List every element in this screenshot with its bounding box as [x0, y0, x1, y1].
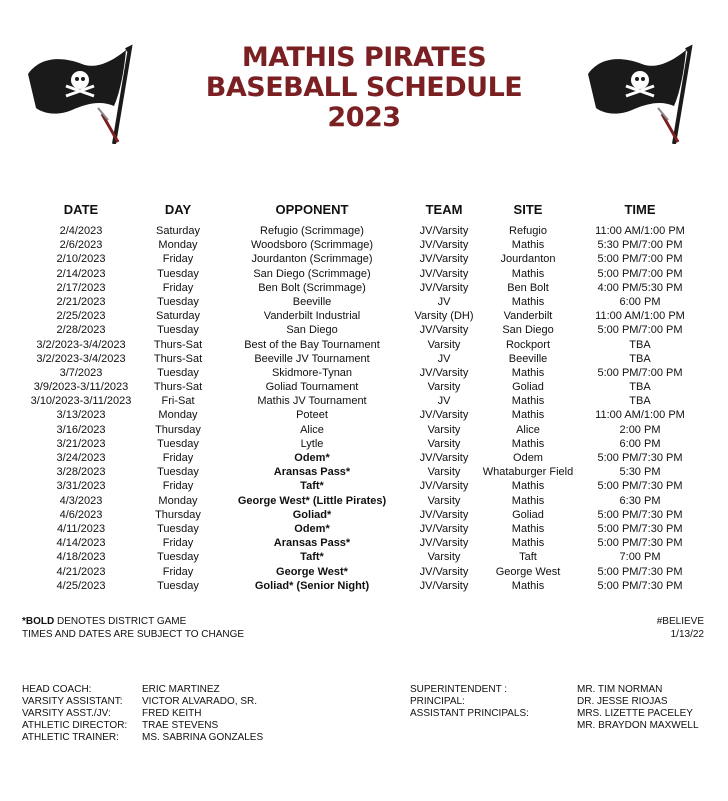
cell-opponent: Woodsboro (Scrimmage) — [250, 239, 374, 252]
cell-team: Varsity — [427, 437, 461, 450]
cell-date: 3/2/2023-3/4/2023 — [36, 338, 126, 351]
table-row — [0, 522, 728, 536]
cell-time: 5:00 PM/7:30 PM — [597, 565, 683, 578]
cell-team: JV/Varsity — [419, 366, 469, 379]
staff-name: TRAE STEVENS — [142, 720, 219, 731]
cell-day: Saturday — [155, 310, 201, 323]
cell-opponent: George West* (Little Pirates) — [237, 494, 387, 507]
hashtag: #BELIEVE — [656, 616, 704, 627]
table-row — [0, 295, 728, 309]
staff-role: ASSISTANT PRINCIPALS: — [410, 708, 529, 719]
table-row — [0, 238, 728, 252]
table-row — [0, 224, 728, 238]
cell-date: 3/9/2023-3/11/2023 — [33, 381, 129, 394]
cell-day: Tuesday — [157, 579, 199, 592]
table-row — [0, 281, 728, 295]
staff-role: ATHLETIC DIRECTOR: — [22, 720, 128, 731]
staff-name: MR. BRAYDON MAXWELL — [577, 720, 699, 731]
cell-time: TBA — [629, 395, 651, 408]
table-row — [0, 479, 728, 493]
cell-time: 6:00 PM — [619, 295, 661, 308]
cell-date: 3/31/2023 — [56, 480, 106, 493]
title-line-1: MATHIS PIRATES — [241, 42, 487, 73]
staff-role: VARSITY ASSISTANT: — [22, 696, 123, 707]
cell-opponent: Odem* — [294, 452, 330, 464]
table-row — [0, 465, 728, 479]
cell-time: 7:00 PM — [619, 551, 661, 564]
cell-day: Saturday — [155, 225, 201, 237]
cell-date: 3/24/2023 — [56, 452, 106, 464]
staff-role: SUPERINTENDENT : — [410, 684, 508, 695]
cell-date: 4/18/2023 — [56, 551, 106, 564]
staff-name: FRED KEITH — [142, 708, 202, 719]
cell-site: Mathis — [511, 366, 545, 379]
cell-date: 3/2/2023-3/4/2023 — [36, 352, 126, 365]
cell-team: JV/Varsity — [419, 281, 469, 294]
table-row — [0, 338, 728, 352]
cell-opponent: Refugio (Scrimmage) — [260, 225, 364, 237]
cell-date: 4/6/2023 — [59, 508, 103, 521]
staff-name: MS. SABRINA GONZALES — [142, 732, 264, 743]
cell-time: 6:00 PM — [619, 437, 661, 450]
change-note: TIMES AND DATES ARE SUBJECT TO CHANGE — [22, 629, 245, 640]
cell-day: Friday — [162, 480, 194, 493]
staff-role: HEAD COACH: — [22, 684, 92, 695]
schedule-header-row — [0, 202, 728, 218]
header-opponent: OPPONENT — [275, 202, 349, 217]
cell-day: Tuesday — [157, 551, 199, 564]
cell-day: Friday — [162, 253, 194, 266]
bold-label: *BOLD — [22, 616, 55, 627]
cell-day: Thurs-Sat — [153, 338, 203, 351]
cell-opponent: George West* — [276, 565, 348, 578]
cell-team: JV/Varsity — [419, 324, 469, 337]
staff-role: VARSITY ASST./JV: — [22, 708, 111, 719]
cell-time: 11:00 AM/1:00 PM — [595, 409, 685, 422]
cell-team: Varsity — [427, 494, 461, 507]
cell-team: JV/Varsity — [419, 225, 469, 237]
cell-team: Varsity — [427, 381, 461, 394]
cell-site: Taft — [519, 551, 537, 564]
staff-role: ATHLETIC TRAINER: — [22, 732, 119, 743]
table-row — [0, 267, 728, 281]
cell-day: Thurs-Sat — [153, 352, 203, 365]
staff-role: PRINCIPAL: — [410, 696, 465, 707]
cell-time: 5:00 PM/7:00 PM — [597, 253, 683, 266]
cell-day: Tuesday — [157, 466, 199, 479]
cell-team: Varsity — [427, 551, 461, 564]
table-row — [0, 323, 728, 337]
cell-opponent: Ben Bolt (Scrimmage) — [258, 281, 366, 294]
district-note-text: DENOTES DISTRICT GAME — [54, 616, 187, 627]
cell-site: Mathis — [511, 239, 545, 252]
cell-opponent: Goliad Tournament — [265, 381, 359, 394]
cell-opponent: Vanderbilt Industrial — [263, 310, 361, 323]
cell-time: 5:00 PM/7:30 PM — [597, 579, 683, 592]
cell-date: 2/21/2023 — [56, 295, 106, 308]
cell-time: 5:00 PM/7:00 PM — [597, 267, 683, 280]
cell-day: Friday — [162, 565, 194, 578]
header-time: TIME — [624, 202, 656, 217]
header-site: SITE — [513, 202, 543, 217]
cell-time: 4:00 PM/5:30 PM — [597, 281, 683, 294]
cell-opponent: Aransas Pass* — [273, 466, 351, 479]
cell-opponent: Taft* — [300, 551, 324, 564]
cell-time: 5:00 PM/7:30 PM — [597, 537, 683, 550]
cell-date: 4/21/2023 — [56, 565, 106, 578]
cell-opponent: Poteet — [296, 409, 328, 422]
table-row — [0, 579, 728, 593]
cell-site: Mathis — [511, 579, 545, 592]
cell-opponent: Skidmore-Tynan — [271, 366, 353, 379]
staff-name: MR. TIM NORMAN — [577, 684, 663, 695]
cell-team: JV — [437, 352, 451, 365]
table-row — [0, 380, 728, 394]
cell-site: Mathis — [511, 437, 545, 450]
cell-opponent: Taft* — [300, 480, 324, 493]
cell-team: JV/Varsity — [419, 452, 469, 464]
cell-time: 5:00 PM/7:30 PM — [597, 508, 683, 521]
cell-time: 5:30 PM — [619, 466, 661, 479]
cell-team: JV/Varsity — [419, 579, 469, 592]
cell-site: Jourdanton — [500, 253, 556, 266]
cell-date: 3/21/2023 — [56, 437, 106, 450]
cell-site: Odem — [513, 452, 543, 464]
cell-date: 3/10/2023-3/11/2023 — [30, 395, 132, 408]
table-row — [0, 423, 728, 437]
cell-day: Tuesday — [157, 295, 199, 308]
cell-team: JV/Varsity — [419, 480, 469, 493]
cell-site: Goliad — [512, 508, 544, 521]
cell-day: Thurs-Sat — [153, 381, 203, 394]
cell-opponent: Alice — [300, 423, 324, 436]
staff-name: VICTOR ALVARADO, SR. — [142, 696, 258, 707]
cell-opponent: Lytle — [300, 437, 324, 450]
cell-day: Friday — [162, 537, 194, 550]
table-row — [0, 309, 728, 323]
cell-opponent: San Diego — [286, 324, 338, 337]
cell-team: JV/Varsity — [419, 253, 469, 266]
table-row — [0, 508, 728, 522]
cell-opponent: Mathis JV Tournament — [257, 395, 367, 408]
cell-time: TBA — [629, 338, 651, 351]
cell-day: Thursday — [155, 423, 201, 436]
cell-day: Thursday — [155, 508, 201, 521]
table-row — [0, 550, 728, 564]
page-title — [0, 43, 728, 133]
cell-date: 4/11/2023 — [56, 522, 106, 535]
cell-time: 6:30 PM — [619, 494, 661, 507]
table-row — [0, 494, 728, 508]
table-row — [0, 536, 728, 550]
cell-day: Friday — [162, 281, 194, 294]
cell-date: 2/14/2023 — [56, 267, 106, 280]
cell-day: Fri-Sat — [161, 395, 195, 408]
header-date: DATE — [63, 202, 99, 217]
table-row — [0, 352, 728, 366]
schedule-table — [0, 224, 728, 593]
cell-date: 2/10/2023 — [56, 253, 106, 266]
cell-time: TBA — [629, 381, 651, 394]
cell-team: JV/Varsity — [419, 239, 469, 252]
table-row — [0, 408, 728, 422]
cell-date: 2/6/2023 — [59, 239, 103, 252]
cell-opponent: Goliad* — [292, 508, 332, 521]
cell-date: 2/17/2023 — [56, 281, 106, 294]
header-team: TEAM — [425, 202, 463, 217]
cell-opponent: Jourdanton (Scrimmage) — [251, 253, 373, 266]
cell-opponent: San Diego (Scrimmage) — [253, 267, 371, 280]
staff-name: DR. JESSE RIOJAS — [577, 696, 668, 707]
cell-team: JV/Varsity — [419, 267, 469, 280]
cell-opponent: Beeville JV Tournament — [254, 352, 370, 365]
cell-site: Ben Bolt — [507, 281, 549, 294]
cell-team: JV/Varsity — [419, 522, 469, 535]
cell-site: Mathis — [511, 395, 545, 408]
cell-time: 5:00 PM/7:30 PM — [597, 452, 683, 464]
cell-time: 5:00 PM/7:00 PM — [597, 366, 683, 379]
cell-day: Tuesday — [157, 324, 199, 337]
title-line-2: BASEBALL SCHEDULE — [205, 72, 523, 103]
cell-time: 5:00 PM/7:00 PM — [597, 324, 683, 337]
cell-opponent: Beeville — [292, 295, 332, 308]
cell-site: San Diego — [502, 324, 554, 337]
cell-team: Varsity — [427, 423, 461, 436]
table-row — [0, 565, 728, 579]
cell-day: Friday — [162, 452, 194, 464]
table-row — [0, 394, 728, 408]
staff-name: ERIC MARTINEZ — [142, 684, 220, 695]
cell-date: 3/13/2023 — [56, 409, 106, 422]
cell-team: JV/Varsity — [419, 537, 469, 550]
cell-site: George West — [495, 565, 561, 578]
cell-site: Rockport — [505, 338, 551, 351]
cell-team: Varsity — [427, 338, 461, 351]
cell-team: JV — [437, 395, 451, 408]
cell-site: Vanderbilt — [503, 310, 553, 323]
cell-site: Mathis — [511, 267, 545, 280]
cell-team: JV/Varsity — [419, 565, 469, 578]
cell-day: Monday — [158, 239, 198, 252]
cell-team: JV/Varsity — [419, 508, 469, 521]
cell-opponent: Aransas Pass* — [273, 537, 351, 550]
cell-time: 11:00 AM/1:00 PM — [595, 225, 685, 237]
cell-day: Monday — [158, 409, 198, 422]
cell-date: 4/25/2023 — [56, 579, 106, 592]
cell-opponent: Odem* — [294, 522, 330, 535]
cell-date: 2/4/2023 — [59, 225, 103, 237]
table-row — [0, 366, 728, 380]
cell-opponent: Goliad* (Senior Night) — [254, 579, 370, 592]
cell-date: 3/7/2023 — [59, 366, 103, 379]
table-row — [0, 437, 728, 451]
cell-site: Refugio — [509, 225, 547, 237]
district-note — [22, 615, 186, 628]
cell-site: Mathis — [511, 537, 545, 550]
cell-time: 5:00 PM/7:30 PM — [597, 522, 683, 535]
cell-site: Goliad — [512, 381, 544, 394]
cell-team: JV — [437, 295, 451, 308]
cell-site: Whataburger Field — [482, 466, 574, 479]
cell-team: Varsity — [427, 466, 461, 479]
revision-date: 1/13/22 — [670, 629, 704, 640]
cell-date: 4/14/2023 — [56, 537, 106, 550]
cell-team: JV/Varsity — [419, 409, 469, 422]
table-row — [0, 252, 728, 266]
cell-day: Monday — [158, 494, 198, 507]
staff-name: MRS. LIZETTE PACELEY — [577, 708, 693, 719]
cell-site: Mathis — [511, 409, 545, 422]
cell-date: 2/28/2023 — [56, 324, 106, 337]
cell-site: Mathis — [511, 494, 545, 507]
cell-date: 2/25/2023 — [56, 310, 106, 323]
cell-team: Varsity (DH) — [414, 310, 474, 323]
title-line-3: 2023 — [327, 102, 401, 133]
cell-site: Mathis — [511, 295, 545, 308]
cell-site: Alice — [516, 423, 540, 436]
cell-time: 2:00 PM — [619, 423, 661, 436]
cell-time: TBA — [629, 352, 651, 365]
cell-date: 4/3/2023 — [59, 494, 103, 507]
cell-day: Tuesday — [157, 366, 199, 379]
cell-site: Mathis — [511, 522, 545, 535]
cell-time: 5:30 PM/7:00 PM — [597, 239, 683, 252]
cell-date: 3/28/2023 — [56, 466, 106, 479]
cell-opponent: Best of the Bay Tournament — [244, 338, 380, 351]
cell-site: Mathis — [511, 480, 545, 493]
cell-day: Tuesday — [157, 522, 199, 535]
cell-day: Tuesday — [157, 267, 199, 280]
cell-time: 5:00 PM/7:30 PM — [597, 480, 683, 493]
cell-day: Tuesday — [157, 437, 199, 450]
header-day: DAY — [164, 202, 192, 217]
table-row — [0, 451, 728, 465]
cell-site: Beeville — [508, 352, 548, 365]
cell-date: 3/16/2023 — [56, 423, 106, 436]
cell-time: 11:00 AM/1:00 PM — [595, 310, 685, 323]
